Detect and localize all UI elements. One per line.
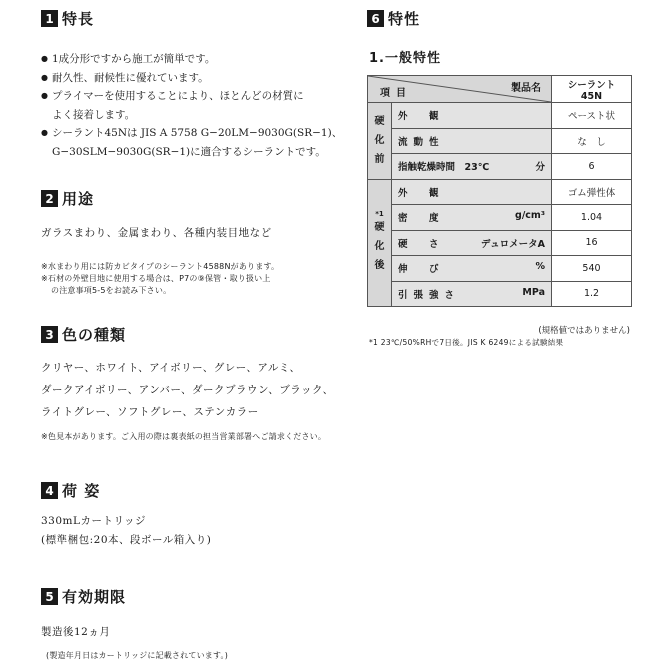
uses-notes <box>41 261 279 297</box>
table-row <box>368 230 632 256</box>
list-item-text: G−30SLM−9030G(SR−1)に適合するシーラントです。 <box>52 145 326 158</box>
footnote-mark: *1 <box>375 210 384 219</box>
table-subtitle: 1.一般特性 <box>369 51 441 66</box>
group-char: 前 <box>374 154 385 166</box>
note-line: ※水まわり用には防カビタイプのシーラント4588Nがあります。 <box>41 262 280 271</box>
row-value: ペースト状 <box>552 103 632 129</box>
section-heading-shelf-life <box>41 586 126 607</box>
section-number: 2 <box>41 190 58 207</box>
group-label-after <box>368 179 392 307</box>
section-title: 色の種類 <box>62 326 127 344</box>
list-item-text: シーラント45Nは JIS A 5758 G−20LM−9030G(SR−1)、 <box>52 127 343 140</box>
table-header-corner <box>368 76 552 103</box>
section-heading-packaging <box>41 480 100 501</box>
section-heading-uses <box>41 188 94 209</box>
table-row <box>368 281 632 307</box>
row-label-text: 指触乾燥時間 23℃ <box>398 162 490 174</box>
row-unit: % <box>535 261 545 273</box>
group-char: 硬 <box>374 116 385 128</box>
row-unit: MPa <box>522 286 545 298</box>
colors-line: クリヤー、ホワイト、アイボリー、グレー、アルミ、 <box>41 362 301 374</box>
table-row <box>368 154 632 180</box>
table-row <box>368 103 632 129</box>
section-title: 特長 <box>62 10 95 28</box>
properties-table <box>367 75 632 307</box>
colors-list <box>41 357 334 423</box>
shelf-life-note: (製造年月日はカートリッジに記載されています。) <box>46 651 229 660</box>
packaging-line: (標準梱包:20本、段ボール箱入り) <box>41 534 212 546</box>
row-label-text: 流動性 <box>398 136 445 148</box>
row-value: 540 <box>552 256 632 282</box>
header-product-label: 製品名 <box>511 83 541 94</box>
table-note: (規格値ではありません) <box>538 326 630 336</box>
row-value: 1.04 <box>552 205 632 231</box>
row-unit: g/cm³ <box>515 210 545 222</box>
table-row <box>368 205 632 231</box>
table-row <box>368 179 632 205</box>
row-label <box>392 281 552 307</box>
packaging-text <box>41 512 211 550</box>
header-item-label: 項目 <box>380 88 412 99</box>
row-label <box>392 205 552 231</box>
row-label <box>392 128 552 154</box>
shelf-life-text: 製造後12ヵ月 <box>41 626 111 638</box>
section-number: 4 <box>41 482 58 499</box>
section-number: 6 <box>367 10 384 27</box>
group-char: 化 <box>374 241 385 253</box>
table-row <box>368 128 632 154</box>
row-label-text: 硬 さ <box>398 238 445 250</box>
table-row <box>368 256 632 282</box>
section-heading-features <box>41 8 94 29</box>
list-item-text: よく接着します。 <box>52 108 136 121</box>
note-line: ※石材の外壁目地に使用する場合は、P7の⑨保管・取り扱い上 <box>41 274 271 283</box>
row-label-text: 伸 び <box>398 264 445 276</box>
table-header-row <box>368 76 632 103</box>
section-heading-colors <box>41 324 126 345</box>
row-label <box>392 256 552 282</box>
group-char: 化 <box>374 135 385 147</box>
group-char: 硬 <box>374 222 385 234</box>
row-value: 1.2 <box>552 281 632 307</box>
uses-text: ガラスまわり、金属まわり、各種内装目地など <box>41 227 272 239</box>
row-unit: 分 <box>535 162 545 174</box>
note-line: の注意事項5-5をお読み下さい。 <box>51 286 172 295</box>
colors-line: ライトグレー、ソフトグレー、ステンカラー <box>41 406 259 418</box>
section-title: 用途 <box>62 190 95 208</box>
section-title: 有効期限 <box>62 588 127 606</box>
section-heading-properties <box>367 8 420 29</box>
section-number: 3 <box>41 326 58 343</box>
table-footnote: *1 23℃/50%RHで7日後。JIS K 6249による試験結果 <box>369 338 564 347</box>
row-value: な し <box>552 128 632 154</box>
row-label <box>392 103 552 129</box>
row-label <box>392 154 552 180</box>
row-label-text: 外 観 <box>398 187 445 199</box>
row-label <box>392 179 552 205</box>
list-item <box>41 87 361 124</box>
row-label-text: 外 観 <box>398 111 445 123</box>
row-value: ゴム弾性体 <box>552 179 632 205</box>
group-label-before <box>368 103 392 180</box>
list-item: ● 1成分形ですから施工が簡単です。 <box>41 50 361 69</box>
section-title: 荷 姿 <box>62 482 101 500</box>
row-label <box>392 230 552 256</box>
colors-note: ※色見本があります。ご入用の際は裏表紙の担当営業部署へご請求ください。 <box>41 432 327 441</box>
product-name-cell: シーラント45N <box>552 76 632 103</box>
colors-line: ダークアイボリー、アンバー、ダークブラウン、ブラック、 <box>41 384 334 396</box>
list-item <box>41 124 361 161</box>
list-item-text: プライマーを使用することにより、ほとんどの材質に <box>52 90 304 103</box>
section-title: 特性 <box>388 10 421 28</box>
packaging-line: 330mLカートリッジ <box>41 515 147 527</box>
row-unit: デュロメータA <box>480 238 545 250</box>
list-item: ● 耐久性、耐候性に優れています。 <box>41 69 361 88</box>
group-char: 後 <box>374 260 385 272</box>
section-number: 5 <box>41 588 58 605</box>
row-label-text: 密 度 <box>398 213 445 225</box>
section-number: 1 <box>41 10 58 27</box>
features-list <box>41 50 361 162</box>
row-value: 16 <box>552 230 632 256</box>
row-value: 6 <box>552 154 632 180</box>
row-label-text: 引張強さ <box>398 289 461 301</box>
